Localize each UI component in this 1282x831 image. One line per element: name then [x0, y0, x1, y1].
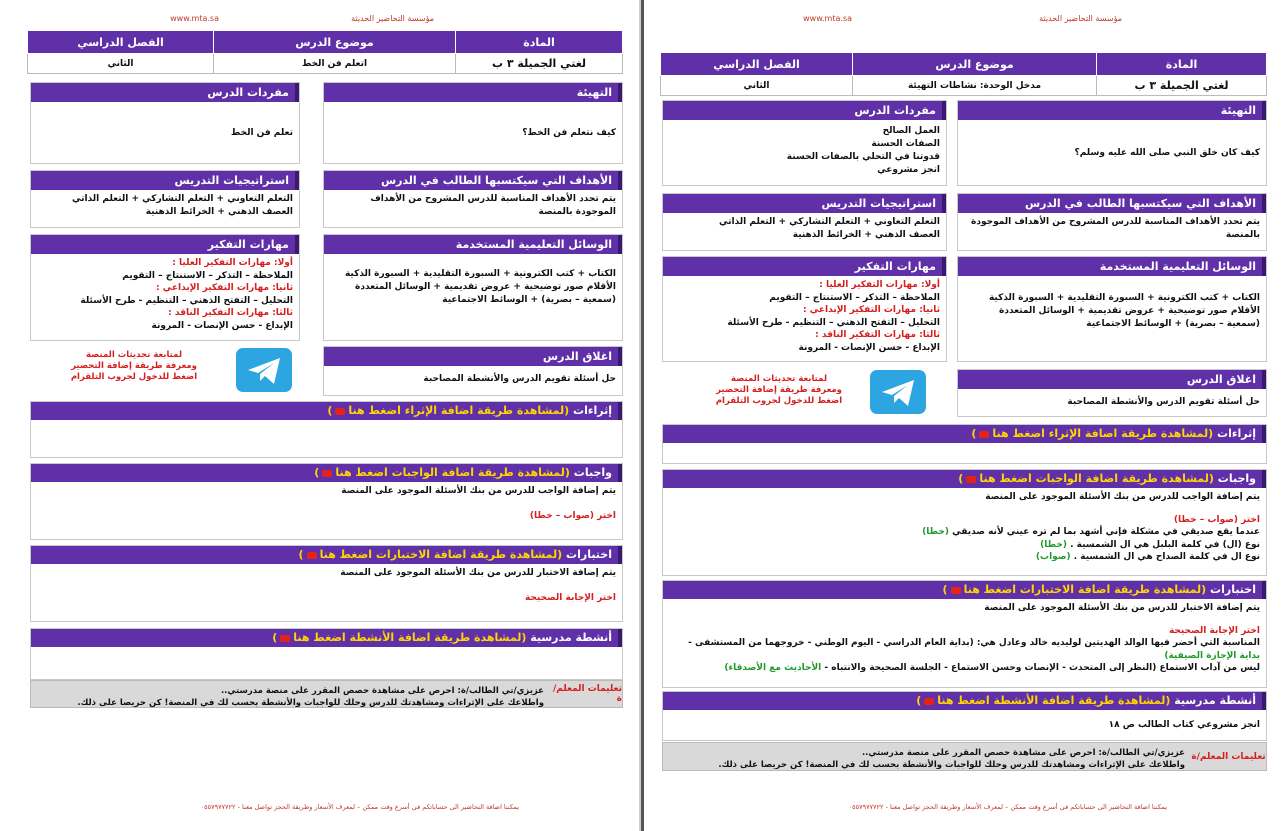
thinking-heading: أولا: مهارات التفكير العليا :: [172, 258, 293, 268]
thinking-skills: الإبداع - حسن الإنصات - المرونة: [151, 320, 293, 331]
warmup-body: كيف كان خلق النبي صلى الله عليه وسلم؟: [1074, 147, 1260, 158]
thinking-title: مهارات التفكير: [663, 257, 946, 276]
tests-body: يتم إضافة الاختبار للدرس من بنك الأسئلة الموجود على المنصة: [984, 603, 1260, 613]
topic-header: موضوع الدرس: [214, 31, 456, 54]
site-url[interactable]: www.mta.sa: [803, 14, 852, 23]
vocab-item: تعلم فن الخط: [230, 127, 293, 138]
strategies-title: استراتيجيات التدريس: [663, 194, 946, 213]
question-text: عندما يقع صديقي في مشكلة فإني أشهد بما لم تره عيني لأنه صديقي: [952, 527, 1260, 537]
homework-title: واجبات: [1217, 472, 1256, 485]
homework-link[interactable]: (لمشاهدة طريقة اضافة الواجبات اضغط هنا: [979, 472, 1214, 485]
warmup-title: التهيئة: [958, 101, 1266, 120]
youtube-icon[interactable]: [307, 552, 317, 559]
closing-body: حل أسئلة تقويم الدرس والأنشطة المصاحبة: [1067, 397, 1260, 407]
enrichment-box: إثراءات (لمشاهدة طريقة اضافة الإثراء اضغط هنا): [662, 424, 1267, 464]
youtube-icon[interactable]: [335, 408, 345, 415]
teacher-notes: [30, 680, 623, 708]
homework-link[interactable]: (لمشاهدة طريقة اضافة الواجبات اضغط هنا: [335, 466, 570, 479]
subject-value: لغتي الجميلة ٣ ب: [1097, 76, 1267, 96]
goals-body: يتم تحدد الأهداف المناسبة للدرس المشروح من الأهداف الموجودة بالمنصة: [370, 194, 616, 217]
tests-box: اختبارات (لمشاهدة طريقة اضافة الاختبارات اضغط هنا) يتم إضافة الاختبار للدرس من بنك الأسئلة الموجود على المنصة اختر الإجابة الصحيحة المناسبة التي أحضر فيها الوالد الهديتين لوليديه خالد وعادل هي: (بداية العام الدراسي - اليوم الوطني - خروجهما من المستشفى - بداية الإجازة الصيفية) ليس من آداب الاستماع (النظر إلى المتحدث - الإنصات وحسن الاستماع - الجلسة الصحيحة والانتباه - الأحاديث مع الأصدقاء): [662, 580, 1267, 688]
thinking-skills: الملاحظة – التذكر – الاستنتاج – التقويم: [769, 292, 940, 303]
warmup-box: [323, 82, 623, 164]
thinking-heading: ثانيا: مهارات التفكير الإبداعي :: [156, 283, 293, 293]
strategy-line: التعلم التعاوني + التعلم التشاركي + التعلم الذاتي: [719, 217, 940, 227]
org-name: مؤسسة التحاضير الحديثة: [351, 14, 434, 23]
strategies-box: [30, 170, 300, 228]
semester-value: الثاني: [661, 76, 853, 96]
media-box: [323, 234, 623, 341]
answer-text: (خطا): [1040, 539, 1067, 550]
answer-text: (خطا): [922, 527, 949, 537]
enrichment-title: إثراءات: [573, 404, 612, 417]
thinking-heading: ثانيا: مهارات التفكير الإبداعي :: [803, 305, 940, 315]
activities-link[interactable]: (لمشاهدة طريقة اضافة الأنشطة اضغط هنا: [937, 694, 1171, 707]
enrichment-link[interactable]: (لمشاهدة طريقة اضافة الإثراء اضغط هنا: [348, 404, 570, 417]
vocab-item: العمل الصالح: [882, 126, 940, 136]
closing-box: [957, 369, 1267, 417]
vocab-item: الصفات الحسنة: [871, 139, 940, 149]
thinking-heading: أولا: مهارات التفكير العليا :: [819, 280, 940, 290]
strategy-line: العصف الذهني + الخرائط الذهنية: [145, 207, 293, 217]
test-question: [669, 637, 1260, 662]
answer-text: الأحاديث مع الأصدقاء): [724, 663, 822, 673]
semester-header: الفصل الدراسي: [661, 53, 853, 76]
question-text: ليس من آداب الاستماع (النظر إلى المتحدث - الإنصات وحسن الاستماع - الجلسة الصحيحة والانتباه -: [821, 663, 1260, 673]
enrichment-box: إثراءات (لمشاهدة طريقة اضافة الإثراء اضغط هنا): [30, 401, 623, 458]
homework-box: واجبات (لمشاهدة طريقة اضافة الواجبات اضغط هنا) يتم إضافة الواجب للدرس من بنك الأسئلة الموجود على المنصة اختر (صواب – خطا): [30, 463, 623, 540]
goals-box: [323, 170, 623, 228]
subject-header: المادة: [1097, 53, 1267, 76]
media-line: (سمعية – بصرية) + الوسائط الاجتماعية: [1086, 319, 1260, 329]
activities-box: أنشطة مدرسية (لمشاهدة طريقة اضافة الأنشطة اضغط هنا): [30, 628, 623, 680]
vocab-box: [30, 82, 300, 164]
thinking-title: مهارات التفكير: [31, 235, 299, 254]
subject-header: المادة: [456, 31, 623, 54]
goals-title: الأهداف التي سيكتسبها الطالب في الدرس: [324, 171, 622, 190]
media-title: الوسائل التعليمية المستخدمة: [958, 257, 1266, 276]
tests-link[interactable]: (لمشاهدة طريقة اضافة الاختبارات اضغط هنا: [319, 548, 563, 561]
activities-body: انجز مشروعي كتاب الطالب ص ١٨: [1108, 720, 1260, 730]
topic-value: اتعلم فن الخط: [214, 54, 456, 74]
telegram-text: اضغط للدخول لجروب التلقرام: [70, 372, 198, 382]
media-line: الكتاب + كتب الكترونية + السبورة التقليدية + السبورة الذكية: [344, 269, 616, 279]
lesson-info-table: [27, 30, 623, 74]
closing-title: اغلاق الدرس: [958, 370, 1266, 389]
semester-value: الثاني: [28, 54, 214, 74]
media-box: [957, 256, 1267, 362]
telegram-text: لمتابعة تحديثات المنصة: [85, 350, 183, 360]
homework-choose: اختر (صواب – خطا): [529, 511, 616, 521]
tests-link[interactable]: (لمشاهدة طريقة اضافة الاختبارات اضغط هنا: [963, 583, 1207, 596]
strategies-title: استراتيجيات التدريس: [31, 171, 299, 190]
closing-body: حل أسئلة تقويم الدرس والأنشطة المصاحبة: [423, 374, 616, 384]
question-text: نوع (ال) في كلمة البلبل هي ال الشمسية .: [1070, 539, 1260, 550]
media-line: الأقلام صور توضيحية + عروض تقديمية + الوسائل المتعددة: [999, 306, 1260, 316]
thinking-skills: التحليل – التفتح الذهني – التنظيم - طرح الأسئلة: [80, 295, 293, 306]
topic-value: مدخل الوحدة: نشاطات التهيئة: [853, 76, 1097, 96]
telegram-link[interactable]: [704, 374, 854, 407]
youtube-icon[interactable]: [280, 635, 290, 642]
strategy-line: العصف الذهني + الخرائط الذهنية: [792, 230, 940, 240]
page-footer: يمكننا اضافة التحاضير الى حساباتكم في أسرع وقت ممكن – لمعرف الأسعار وطريقة الحجز تواصل معنا - ٠٥٥٧٩٧٧٧٢٢: [848, 803, 1167, 811]
teacher-note: عزيزي/تي الطالب/ة: احرص على مشاهدة حصص المقرر على منصة مدرستي..: [220, 686, 544, 696]
homework-question: [669, 539, 1260, 552]
homework-question: [669, 551, 1260, 564]
thinking-skills: الملاحظة – التذكر – الاستنتاج – التقويم: [122, 270, 293, 281]
topic-header: موضوع الدرس: [853, 53, 1097, 76]
goals-body: يتم تحدد الأهداف المناسبة للدرس المشروح من الأهداف الموجودة بالمنصة: [971, 217, 1260, 240]
page-footer: يمكننا اضافة التحاضير الى حساباتكم في أسرع وقت ممكن – لمعرف الأسعار وطريقة الحجز تواصل معنا - ٠٥٥٧٩٧٧٧٢٢: [200, 803, 519, 811]
page-divider: [641, 0, 644, 831]
thinking-box: [662, 256, 947, 362]
enrichment-title: إثراءات: [1217, 427, 1256, 440]
telegram-text: ومعرفة طريقة إضافة التحضير: [716, 385, 842, 395]
teacher-note: عزيزي/تي الطالب/ة: احرص على مشاهدة حصص المقرر على منصة مدرستي..: [861, 748, 1185, 758]
homework-box: واجبات (لمشاهدة طريقة اضافة الواجبات اضغط هنا) يتم إضافة الواجب للدرس من بنك الأسئلة الموجود على المنصة اختر (صواب – خطا) عندما يقع صديقي في مشكلة فإني أشهد بما لم تره عيني لأنه صديقي (خطا) نوع (ال) في كلمة البلبل هي ال الشمسية . (خطا) نوع ال في كلمة الصداح هي ال الشمسية . (صواب): [662, 469, 1267, 576]
tests-choose: اختر الإجابة الصحيحة: [524, 593, 616, 603]
closing-title: اغلاق الدرس: [324, 347, 622, 366]
enrichment-link[interactable]: (لمشاهدة طريقة اضافة الإثراء اضغط هنا: [992, 427, 1214, 440]
answer-text: (صواب): [1035, 552, 1071, 562]
semester-header: الفصل الدراسي: [28, 31, 214, 54]
activities-title: أنشطة مدرسية: [1174, 694, 1256, 707]
goals-box: [957, 193, 1267, 251]
warmup-body: كيف نتعلم فن الخط؟: [522, 127, 616, 138]
telegram-link[interactable]: [59, 350, 209, 383]
thinking-heading: ثالثا: مهارات التفكير الناقد :: [815, 330, 940, 340]
teacher-notes-label: تعليمات المعلم/ة: [550, 681, 622, 707]
question-text: المناسبة التي أحضر فيها الوالد الهديتين لوليديه خالد وعادل هي: (بداية العام الدراسي - اليوم الوطني - خروجهما من المستشفى -: [688, 638, 1260, 648]
teacher-notes-label: تعليمات المعلم/ة: [1191, 743, 1266, 770]
question-text: نوع ال في كلمة الصداح هي ال الشمسية .: [1073, 552, 1260, 562]
telegram-text: لمتابعة تحديثات المنصة: [730, 374, 828, 384]
media-line: (سمعية – بصرية) + الوسائط الاجتماعية: [442, 295, 616, 305]
thinking-skills: الإبداع - حسن الإنصات - المرونة: [798, 342, 940, 353]
youtube-icon[interactable]: [924, 698, 934, 705]
teacher-note: واطلاعك على الإثراءات ومشاهدتك للدرس وحلك للواجبات والأنشطة بحسب لك في المنصة! كن حريصا على ذلك.: [77, 698, 544, 708]
homework-title: واجبات: [573, 466, 612, 479]
youtube-icon[interactable]: [966, 476, 976, 483]
closing-box: [323, 346, 623, 396]
activities-title: أنشطة مدرسية: [530, 631, 612, 644]
homework-body: يتم إضافة الواجب للدرس من بنك الأسئلة الموجود على المنصة: [985, 492, 1260, 502]
site-url[interactable]: www.mta.sa: [170, 14, 219, 23]
lesson-page-2: [641, 0, 1282, 831]
warmup-title: التهيئة: [324, 83, 622, 102]
telegram-text: ومعرفة طريقة إضافة التحضير: [71, 361, 197, 371]
vocab-title: مفردات الدرس: [31, 83, 299, 102]
youtube-icon[interactable]: [951, 587, 961, 594]
thinking-heading: ثالثا: مهارات التفكير الناقد :: [168, 308, 293, 318]
teacher-note: واطلاعك على الإثراءات ومشاهدتك للدرس وحلك للواجبات والأنشطة بحسب لك في المنصة! كن حريصا على ذلك.: [718, 760, 1185, 770]
tests-box: اختبارات (لمشاهدة طريقة اضافة الاختبارات اضغط هنا) يتم إضافة الاختبار للدرس من بنك الأسئلة الموجود على المنصة اختر الإجابة الصحيحة: [30, 545, 623, 622]
answer-text: بداية الإجازة الصيفية): [1164, 650, 1260, 661]
strategy-line: التعلم التعاوني + التعلم التشاركي + التعلم الذاتي: [72, 194, 293, 204]
tests-body: يتم إضافة الاختبار للدرس من بنك الأسئلة الموجود على المنصة: [340, 568, 616, 578]
teacher-notes: [662, 742, 1267, 771]
vocab-title: مفردات الدرس: [663, 101, 946, 120]
strategies-box: [662, 193, 947, 251]
vocab-item: قدوتنا في التحلي بالصفات الحسنة: [786, 152, 940, 162]
thinking-box: [30, 234, 300, 341]
homework-body: يتم إضافة الواجب للدرس من بنك الأسئلة الموجود على المنصة: [341, 486, 616, 496]
telegram-text: اضغط للدخول لجروب التلقرام: [715, 396, 843, 406]
homework-question: [669, 526, 1260, 539]
youtube-icon[interactable]: [322, 470, 332, 477]
goals-title: الأهداف التي سيكتسبها الطالب في الدرس: [958, 194, 1266, 213]
media-line: الأقلام صور توضيحية + عروض تقديمية + الوسائل المتعددة: [355, 282, 616, 292]
activities-link[interactable]: (لمشاهدة طريقة اضافة الأنشطة اضغط هنا: [293, 631, 527, 644]
homework-choose: اختر (صواب – خطا): [1173, 514, 1260, 525]
telegram-icon[interactable]: [236, 348, 292, 392]
subject-value: لغتي الجميلة ٣ ب: [456, 54, 623, 74]
media-line: الكتاب + كتب الكترونية + السبورة التقليدية + السبورة الذكية: [988, 293, 1260, 303]
vocab-box: [662, 100, 947, 186]
media-title: الوسائل التعليمية المستخدمة: [324, 235, 622, 254]
warmup-box: [957, 100, 1267, 186]
tests-choose: اختر الإجابة الصحيحة: [1168, 625, 1260, 636]
tests-title: اختبارات: [566, 548, 612, 561]
lesson-info-table: [660, 52, 1267, 96]
thinking-skills: التحليل – التفتح الذهني – التنظيم - طرح الأسئلة: [727, 317, 940, 328]
vocab-item: انجز مشروعي: [877, 165, 940, 175]
tests-title: اختبارات: [1210, 583, 1256, 596]
telegram-icon[interactable]: [870, 370, 926, 414]
activities-box: أنشطة مدرسية (لمشاهدة طريقة اضافة الأنشطة اضغط هنا) انجز مشروعي كتاب الطالب ص ١٨: [662, 691, 1267, 741]
org-name: مؤسسة التحاضير الحديثة: [1039, 14, 1122, 23]
youtube-icon[interactable]: [979, 431, 989, 438]
lesson-page-1: [0, 0, 639, 831]
test-question: [669, 662, 1260, 675]
